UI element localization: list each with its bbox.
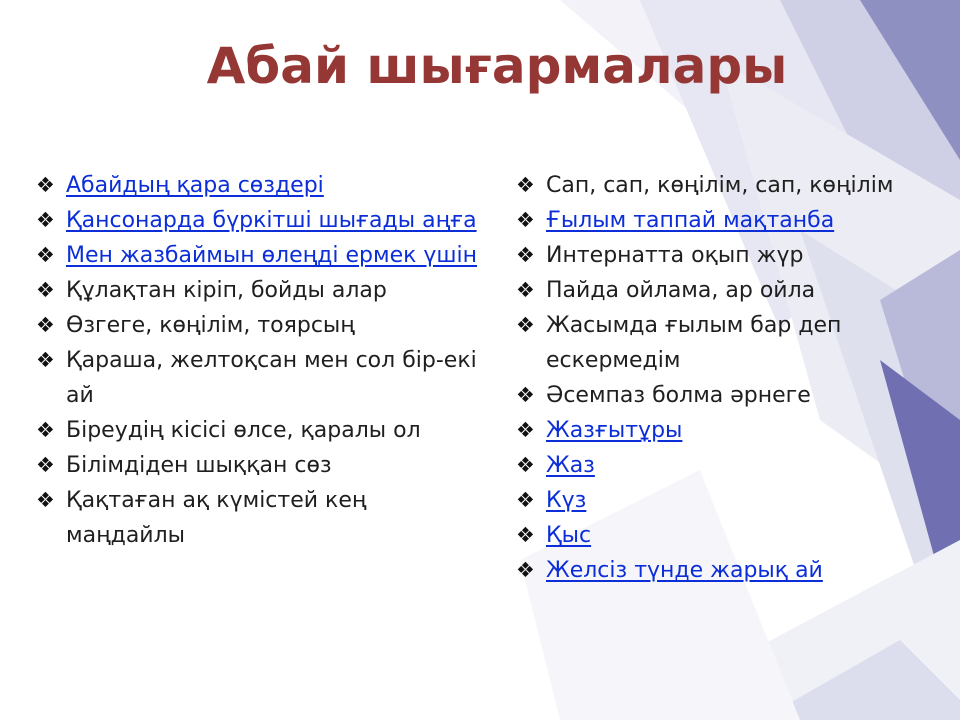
diamond-bullet-icon: ❖ (36, 173, 55, 197)
work-title: Білімдіден шыққан сөз (66, 453, 332, 478)
diamond-bullet-icon: ❖ (516, 558, 535, 582)
list-item (516, 378, 896, 413)
work-title: Сап, сап, көңілім, сап, көңілім (546, 173, 894, 198)
diamond-bullet-icon: ❖ (36, 418, 55, 442)
list-item (516, 448, 896, 483)
work-link[interactable]: Жаз (546, 453, 595, 478)
diamond-bullet-icon: ❖ (36, 243, 55, 267)
left-list (36, 168, 486, 553)
work-title: Пайда ойлама, ар ойла (546, 278, 816, 303)
work-link[interactable]: Абайдың қара сөздері (66, 173, 324, 198)
list-item (36, 238, 486, 273)
list-item (36, 168, 486, 203)
diamond-bullet-icon: ❖ (516, 208, 535, 232)
work-link[interactable]: Желсіз түнде жарық ай (546, 558, 823, 583)
list-item (36, 343, 486, 413)
work-title: Интернатта оқып жүр (546, 243, 804, 268)
work-link[interactable]: Қыс (546, 523, 592, 548)
list-item (516, 238, 896, 273)
list-item (36, 483, 486, 553)
diamond-bullet-icon: ❖ (516, 453, 535, 477)
work-title: Өзгеге, көңілім, тоярсың (66, 313, 355, 338)
diamond-bullet-icon: ❖ (36, 488, 55, 512)
work-title: Біреудің кісісі өлсе, қаралы ол (66, 418, 421, 443)
diamond-bullet-icon: ❖ (516, 383, 535, 407)
work-link[interactable]: Ғылым таппай мақтанба (546, 208, 835, 233)
work-link[interactable]: Күз (546, 488, 587, 513)
diamond-bullet-icon: ❖ (36, 313, 55, 337)
list-item (516, 518, 896, 553)
diamond-bullet-icon: ❖ (516, 278, 535, 302)
work-title: Қараша, желтоқсан мен сол бір-екі ай (66, 348, 477, 408)
list-item (516, 273, 896, 308)
diamond-bullet-icon: ❖ (516, 488, 535, 512)
list-item (36, 413, 486, 448)
diamond-bullet-icon: ❖ (36, 348, 55, 372)
diamond-bullet-icon: ❖ (36, 208, 55, 232)
work-title: Құлақтан кіріп, бойды алар (66, 278, 387, 303)
work-title: Әсемпаз болма әрнеге (546, 383, 811, 408)
list-item (36, 308, 486, 343)
work-link[interactable]: Жазғытұры (546, 418, 683, 443)
list-item (516, 203, 896, 238)
list-item (36, 273, 486, 308)
page-title: Абай шығармалары (206, 37, 788, 95)
diamond-bullet-icon: ❖ (516, 173, 535, 197)
list-item (36, 448, 486, 483)
list-item (516, 483, 896, 518)
work-link[interactable]: Мен жазбаймын өлеңді ермек үшін (66, 243, 478, 268)
diamond-bullet-icon: ❖ (36, 453, 55, 477)
work-title: Қақтаған ақ күмістей кең маңдайлы (66, 488, 367, 548)
diamond-bullet-icon: ❖ (516, 313, 535, 337)
diamond-bullet-icon: ❖ (516, 418, 535, 442)
diamond-bullet-icon: ❖ (36, 278, 55, 302)
diamond-bullet-icon: ❖ (516, 243, 535, 267)
diamond-bullet-icon: ❖ (516, 523, 535, 547)
work-title: Жасымда ғылым бар деп ескермедім (546, 313, 842, 373)
list-item (516, 308, 896, 378)
list-item (516, 553, 896, 588)
list-item (516, 168, 896, 203)
work-link[interactable]: Қансонарда бүркітші шығады аңға (66, 208, 477, 233)
right-list (516, 168, 896, 588)
list-item (36, 203, 486, 238)
list-item (516, 413, 896, 448)
